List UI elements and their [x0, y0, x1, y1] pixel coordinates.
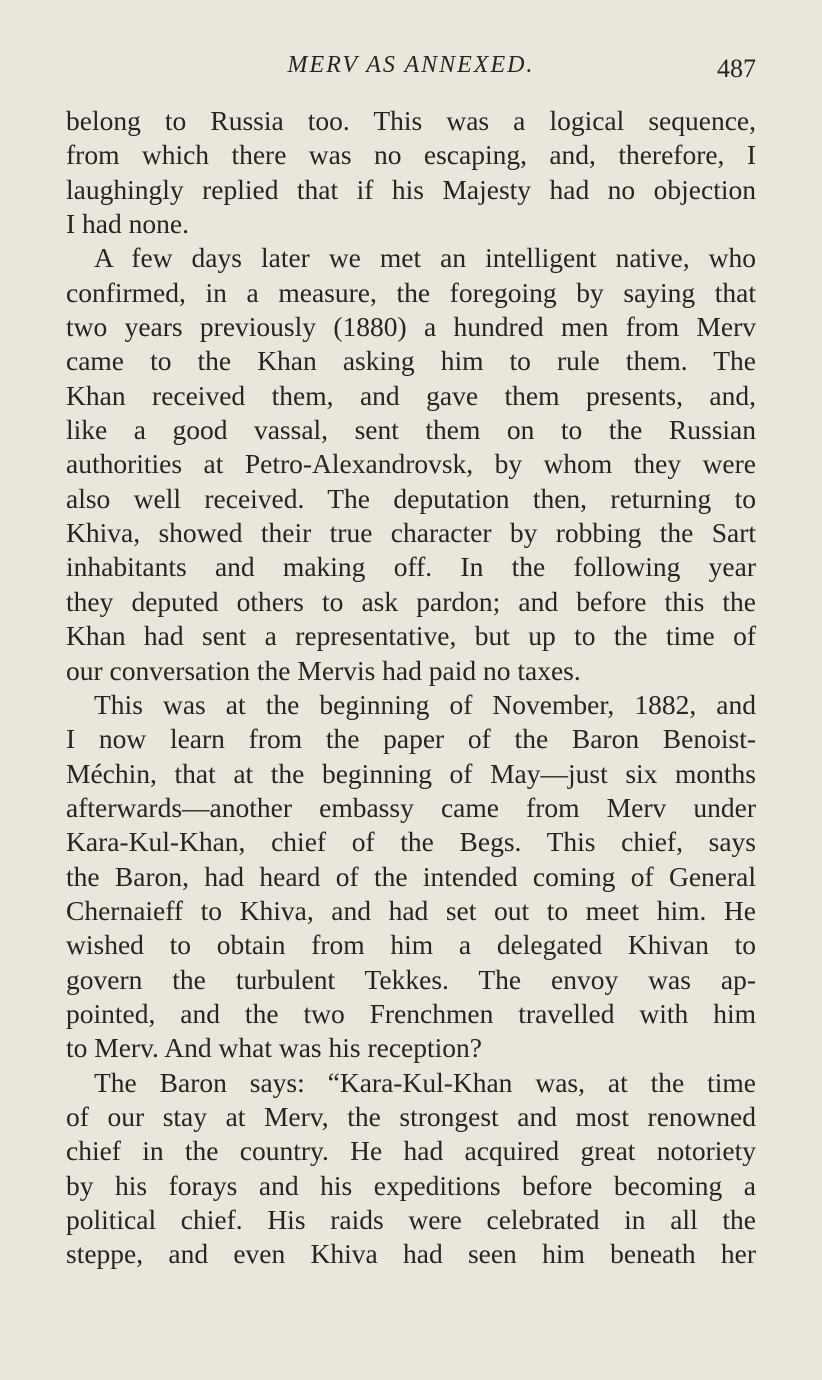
- page-number: 487: [717, 54, 756, 83]
- body-text: [66, 104, 756, 1272]
- text-line: like a good vassal, sent them on to the Russian: [66, 414, 756, 446]
- text-line: they deputed others to ask pardon; and before this the: [66, 585, 756, 617]
- text-line: pointed, and the two Frenchmen travelled with him: [66, 997, 756, 1029]
- text-line: by his forays and his expeditions before becoming a: [66, 1169, 756, 1201]
- text-line: of our stay at Merv, the strongest and most renowned: [66, 1100, 756, 1132]
- text-line: political chief. His raids were celebrated in all the: [66, 1204, 756, 1235]
- text-line: two years previously (1880) a hundred men from Merv: [66, 311, 756, 343]
- text-line: Khan had sent a representative, but up to the time of: [66, 620, 756, 652]
- text-line: I had none.: [66, 208, 189, 240]
- text-line: came to the Khan asking him to rule them. The: [66, 345, 756, 377]
- text-line: to Merv. And what was his reception?: [66, 1032, 482, 1064]
- text-line: from which there was no escaping, and, therefore, I: [66, 139, 756, 171]
- text-line: The Baron says: “Kara-Kul-Khan was, at the time: [94, 1066, 756, 1098]
- text-line: I now learn from the paper of the Baron Benoist-: [66, 723, 756, 755]
- text-line: chief in the country. He had acquired great notoriety: [66, 1135, 756, 1167]
- text-line: confirmed, in a measure, the foregoing by saying that: [66, 276, 756, 308]
- text-line: afterwards—another embassy came from Merv under: [66, 791, 756, 823]
- text-line: our conversation the Mervis had paid no taxes.: [66, 654, 581, 686]
- text-line: Khan received them, and gave them presents, and,: [66, 379, 756, 411]
- text-line: steppe, and even Khiva had seen him beneath her: [66, 1238, 756, 1270]
- text-line: belong to Russia too. This was a logical sequence,: [66, 105, 756, 136]
- running-head: [66, 50, 756, 86]
- text-line: Khiva, showed their true character by robbing the Sart: [66, 517, 756, 549]
- text-line: laughingly replied that if his Majesty had no objection: [66, 173, 756, 205]
- running-title: MERV AS ANNEXED.: [287, 52, 535, 78]
- text-line: Chernaieff to Khiva, and had set out to meet him. He: [66, 894, 756, 926]
- text-line: This was at the beginning of November, 1882, and: [94, 688, 756, 720]
- text-line: authorities at Petro-Alexandrovsk, by whom they were: [66, 448, 756, 480]
- text-line: A few days later we met an intelligent native, who: [94, 242, 756, 274]
- text-line: Kara-Kul-Khan, chief of the Begs. This chief, says: [66, 826, 756, 858]
- text-line: wished to obtain from him a delegated Khivan to: [66, 929, 756, 961]
- text-line: Méchin, that at the beginning of May—just six months: [66, 757, 756, 789]
- text-line: the Baron, had heard of the intended coming of General: [66, 860, 756, 892]
- text-line: also well received. The deputation then, returning to: [66, 482, 756, 514]
- text-line: govern the turbulent Tekkes. The envoy was ap-: [66, 963, 756, 995]
- text-line: inhabitants and making off. In the following year: [66, 551, 756, 583]
